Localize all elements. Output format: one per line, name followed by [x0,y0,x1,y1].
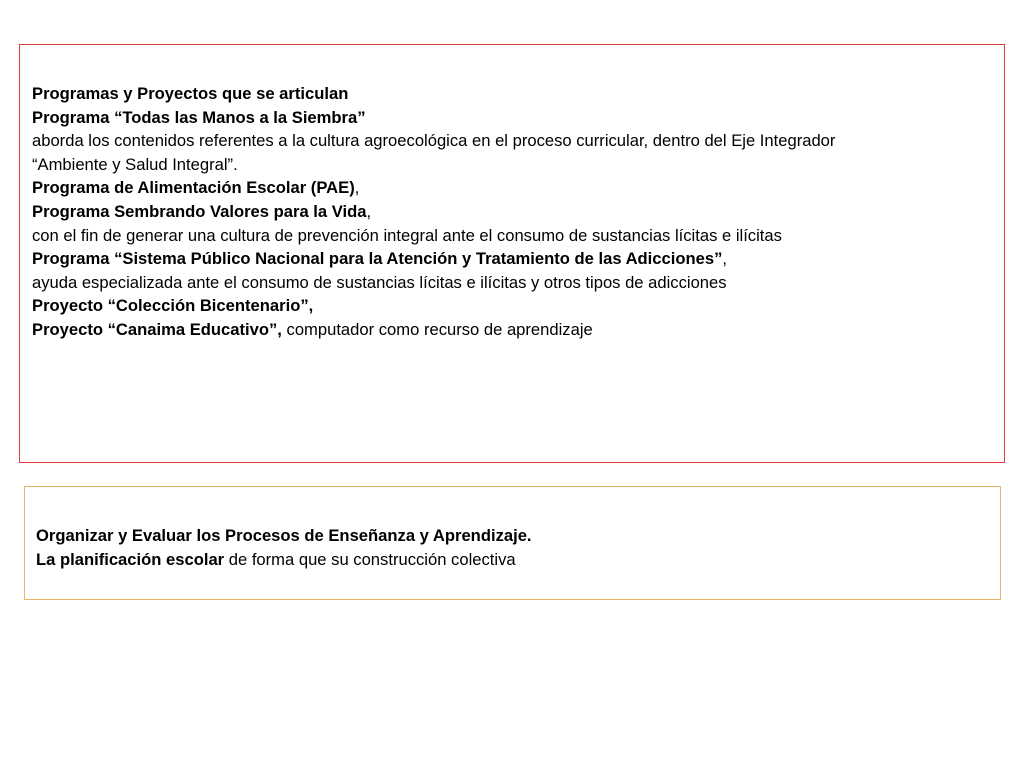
planning-desc: de forma que su construcción colectiva [224,549,516,569]
programs-heading: Programas y Proyectos que se articulan [32,84,349,103]
program-sembrando-valores-title: Programa Sembrando Valores para la Vida [32,201,367,221]
program-pae-line [32,176,1004,200]
program-adicciones-suffix: , [722,249,728,269]
program-adicciones-title: Programa “Sistema Público Nacional para la Atención y Tratamiento de las Adicciones” [32,249,723,269]
program-adicciones-line [32,247,1004,271]
program-pae-suffix: , [354,178,360,198]
project-canaima-title: Proyecto “Canaima Educativo”, [32,319,282,339]
program-todas-las-manos-title: Programa “Todas las Manos a la Siembra” [32,107,366,127]
planning-line [36,548,1000,572]
planning-heading: Organizar y Evaluar los Procesos de Enseñanza y Aprendizaje. [36,526,532,545]
program-adicciones-desc: ayuda especializada ante el consumo de sustancias lícitas e ilícitas y otros tipos de adicciones [32,272,727,292]
program-pae-title: Programa de Alimentación Escolar (PAE) [32,178,355,198]
program-sembrando-valores-line [32,200,1004,224]
project-canaima-line [32,318,1004,342]
planning-title: La planificación escolar [36,549,225,569]
program-todas-las-manos-desc-line-1: aborda los contenidos referentes a la cultura agroecológica en el proceso curricular, dentro del Eje Integrador [32,131,836,151]
program-sembrando-valores-suffix: , [366,201,372,221]
project-canaima-desc: computador como recurso de aprendizaje [281,319,593,339]
project-bicentenario-title: Proyecto “Colección Bicentenario”, [32,296,314,316]
planning-text-box [24,486,1001,600]
program-todas-las-manos-desc-line-2: “Ambiente y Salud Integral”. [32,154,238,174]
program-sembrando-valores-desc: con el fin de generar una cultura de prevención integral ante el consumo de sustancias lícitas e ilícitas [32,225,782,245]
programs-text-box [19,44,1005,463]
